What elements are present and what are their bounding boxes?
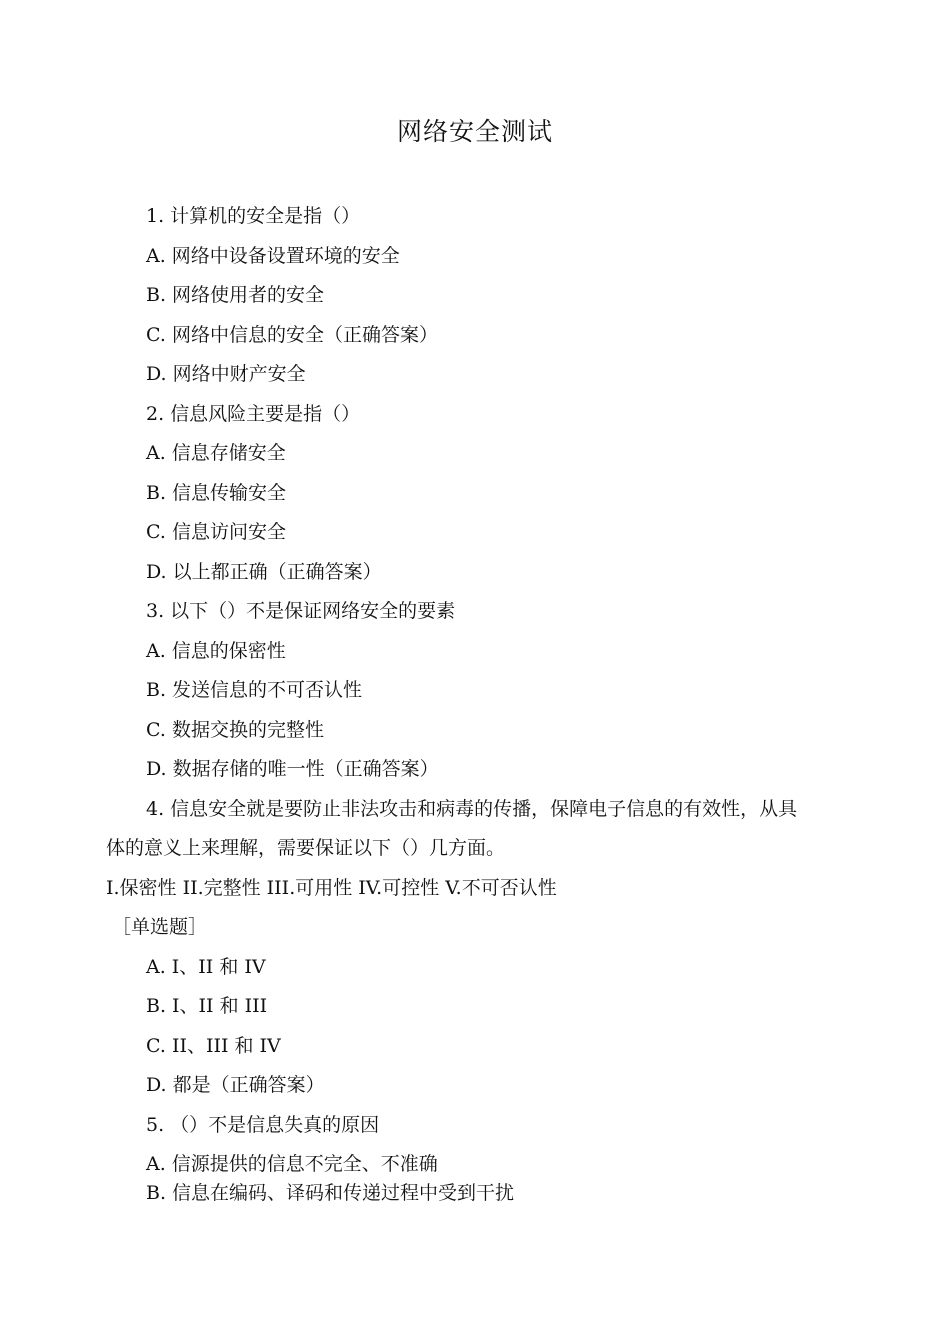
- question-1-option-a: A. 网络中设备设置环境的安全: [146, 245, 400, 267]
- question-2-option-c: C. 信息访问安全: [146, 521, 286, 543]
- question-4-option-a: A. I、II 和 IV: [146, 956, 266, 978]
- question-2-option-d: D. 以上都正确（正确答案）: [146, 561, 382, 583]
- question-1: 1. 计算机的安全是指（）: [146, 205, 361, 227]
- question-4-option-d: D. 都是（正确答案）: [146, 1074, 325, 1096]
- question-1-option-b: B. 网络使用者的安全: [146, 284, 325, 306]
- question-4-line-2: 体的意义上来理解，需要保证以下（）几方面。: [106, 837, 506, 859]
- question-3-option-b: B. 发送信息的不可否认性: [146, 679, 363, 701]
- question-4-option-c: C. II、III 和 IV: [146, 1035, 281, 1057]
- question-2: 2. 信息风险主要是指（）: [146, 403, 361, 425]
- question-1-option-d: D. 网络中财产安全: [146, 363, 306, 385]
- question-2-option-b: B. 信息传输安全: [146, 482, 287, 504]
- question-3-option-d: D. 数据存储的唯一性（正确答案）: [146, 758, 439, 780]
- question-3-option-a: A. 信息的保密性: [146, 640, 286, 662]
- document-title: 网络安全测试: [396, 117, 553, 146]
- question-4-items: I.保密性 II.完整性 III.可用性 IV.可控性 V.不可否认性: [106, 877, 557, 899]
- question-2-option-a: A. 信息存储安全: [146, 442, 286, 464]
- question-4-line-1: 4. 信息安全就是要防止非法攻击和病毒的传播，保障电子信息的有效性，从具: [146, 798, 798, 820]
- question-3-option-c: C. 数据交换的完整性: [146, 719, 324, 741]
- question-5-option-a: A. 信源提供的信息不完全、不准确: [146, 1153, 438, 1175]
- question-1-option-c: C. 网络中信息的安全（正确答案）: [146, 324, 438, 346]
- question-4-type: ［单选题］: [112, 916, 208, 938]
- question-3: 3. 以下（）不是保证网络安全的要素: [146, 600, 456, 622]
- question-4-option-b: B. I、II 和 III: [146, 995, 268, 1017]
- question-5: 5. （）不是信息失真的原因: [146, 1114, 380, 1136]
- question-5-option-b: B. 信息在编码、译码和传递过程中受到干扰: [146, 1182, 515, 1204]
